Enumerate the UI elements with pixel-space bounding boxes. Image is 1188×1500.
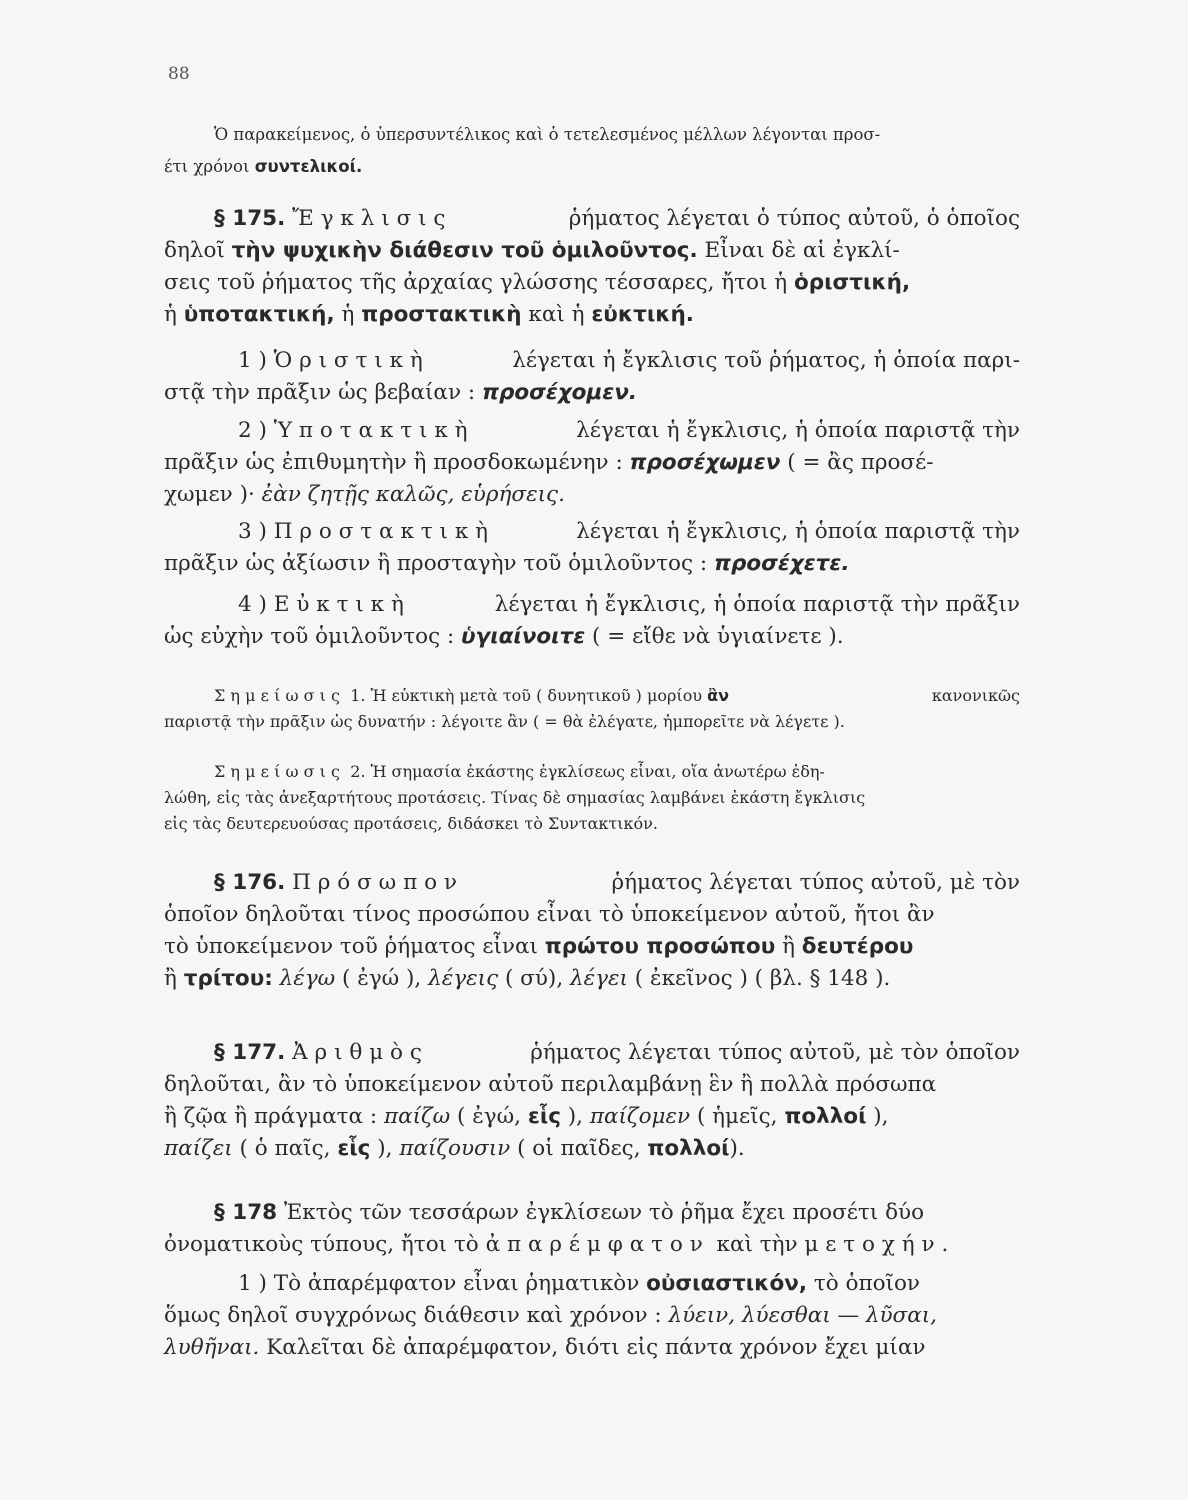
text-line: τὸ ὑποκείμενον τοῦ ῥήματος εἶναι πρώτου προσώπου ἢ δευτέρου xyxy=(164,934,914,959)
text-line: § 176. Πρόσωπον ῥήματος λέγεται τύπος αὐτοῦ, μὲ τὸν xyxy=(214,870,1020,895)
text-line: ὁποῖον δηλοῦται τίνος προσώπου εἶναι τὸ ὑποκείμενον αὐτοῦ, ἤτοι ἂν xyxy=(164,902,935,927)
section-number: § 175. xyxy=(214,206,286,231)
text-line: Σημείωσις 1. Ἡ εὐκτικὴ μετὰ τοῦ ( δυνητικοῦ ) μορίου ἂν κανονικῶς xyxy=(214,686,1020,705)
bold-term: εἷς xyxy=(337,1136,371,1161)
text-line: σεις τοῦ ῥήματος τῆς ἀρχαίας γλώσσης τέσσαρες, ἤτοι ἡ ὁριστική, xyxy=(164,270,911,295)
example-phrase: λύειν, λύεσθαι — λῦσαι, xyxy=(668,1303,938,1328)
bold-term: ὁριστική, xyxy=(793,270,911,295)
page-number: 88 xyxy=(168,64,190,84)
spaced-term: Πρόσωπον xyxy=(292,870,464,895)
text-line: δηλοῦται, ἂν τὸ ὑποκείμενον αὐτοῦ περιλαμβάνῃ ἓν ἢ πολλὰ πρόσωπα xyxy=(164,1072,937,1097)
text-line: δηλοῖ τὴν ψυχικὴν διάθεσιν τοῦ ὁμιλοῦντος. Εἶναι δὲ αἱ ἐγκλί- xyxy=(164,238,900,263)
example-word: λυθῆναι. xyxy=(164,1335,260,1360)
text-line: ὀνοματικοὺς τύπους, ἤτοι τὸ ἀπαρέμφατον καὶ τὴν μετοχήν. xyxy=(164,1232,956,1257)
example-word: προσέχομεν. xyxy=(481,380,638,405)
section-178 xyxy=(164,1197,1020,1261)
text-line: παίζει ( ὁ παῖς, εἷς ), παίζουσιν ( οἱ παῖδες, πολλοί). xyxy=(164,1136,745,1161)
bold-term: προστακτικὴ xyxy=(361,302,522,327)
spaced-term: Προστακτικὴ xyxy=(273,519,495,544)
spaced-term: Εὐκτικὴ xyxy=(273,592,411,617)
bold-term: συντελικοί. xyxy=(254,157,363,176)
bold-term: οὐσιαστικόν, xyxy=(646,1271,808,1296)
spaced-term: μετοχήν. xyxy=(804,1232,956,1257)
note-2 xyxy=(164,759,1020,837)
text-line: Σημείωσις 2. Ἡ σημασία ἑκάστης ἐγκλίσεως εἶναι, οἵα ἀνωτέρω ἐδη- xyxy=(214,762,825,781)
text-line: 1 ) Τὸ ἀπαρέμφατον εἶναι ῥηματικὸν οὐσιαστικόν, τὸ ὁποῖον xyxy=(238,1271,921,1296)
bold-term: πρώτου προσώπου xyxy=(544,934,776,959)
text-span: Ὁ παρακείμενος, ὁ ὑπερσυντέλικος καὶ ὁ τετελεσμένος μέλλων λέγονται προσ- xyxy=(214,125,881,144)
bold-term: δευτέρου xyxy=(801,934,914,959)
note-label: Σημείωσις xyxy=(214,762,346,781)
section-number: § 178 xyxy=(214,1200,278,1225)
text-line: 2 ) Ὑποτακτικὴ λέγεται ἡ ἔγκλισις, ἡ ὁποία παριστᾷ τὴν xyxy=(238,418,1020,443)
text-line: 4 ) Εὐκτικὴ λέγεται ἡ ἔγκλισις, ἡ ὁποία παριστᾷ τὴν πρᾶξιν xyxy=(238,592,1020,617)
text-span: ῥήματος λέγεται ὁ τύπος αὐτοῦ, ὁ ὁποῖος xyxy=(568,206,1020,231)
text-line: στᾷ τὴν πρᾶξιν ὡς βεβαίαν : προσέχομεν. xyxy=(164,380,638,405)
spaced-term: Ἔγκλισις xyxy=(292,206,453,231)
text-line: πρᾶξιν ὡς ἐπιθυμητὴν ἢ προσδοκωμένην : προσέχωμεν ( = ἂς προσέ- xyxy=(164,450,934,475)
mood-indicative xyxy=(164,345,1020,409)
text-line: 1 ) Ὁριστικὴ λέγεται ἡ ἔγκλισις τοῦ ῥήματος, ἡ ὁποία παρι- xyxy=(238,348,1020,373)
mood-optative xyxy=(164,589,1020,653)
mood-subjunctive xyxy=(164,415,1020,511)
text-line: § 177. Ἀριθμὸς ῥήματος λέγεται τύπος αὐτοῦ, μὲ τὸν ὁποῖον xyxy=(214,1040,1020,1065)
text-span: έτι χρόνοι xyxy=(164,157,255,176)
text-line: εἰς τὰς δευτερευούσας προτάσεις, διδάσκει τὸ Συντακτικόν. xyxy=(164,814,658,833)
mood-imperative xyxy=(164,516,1020,580)
spaced-term: Ὑποτακτικὴ xyxy=(273,418,475,443)
paragraph-intro xyxy=(164,122,1020,180)
bold-term: πολλοί xyxy=(647,1136,730,1161)
spaced-term: ἀπαρέμφατον xyxy=(485,1232,710,1257)
section-177 xyxy=(164,1037,1020,1165)
text-line: 3 ) Προστακτικὴ λέγεται ἡ ἔγκλισις, ἡ ὁποία παριστᾷ τὴν xyxy=(238,519,1020,544)
text-line: πρᾶξιν ὡς ἀξίωσιν ἢ προσταγὴν τοῦ ὁμιλοῦντος : προσέχετε. xyxy=(164,551,850,576)
section-176 xyxy=(164,867,1020,995)
bold-term: εὐκτική. xyxy=(591,302,694,327)
spaced-term: Ἀριθμὸς xyxy=(292,1040,429,1065)
text-line: ὡς εὐχὴν τοῦ ὁμιλοῦντος : ὑγιαίνοιτε ( = εἴθε νὰ ὑγιαίνετε ). xyxy=(164,624,844,649)
bold-term: εἷς xyxy=(527,1104,561,1129)
text-line: ἡ ὑποτακτική, ἡ προστακτικὴ καὶ ἡ εὐκτική. xyxy=(164,302,694,327)
text-line: χωμεν )· ἐὰν ζητῇς καλῶς, εὑρήσεις. xyxy=(164,482,565,507)
text-line: ὅμως δηλοῖ συγχρόνως διάθεσιν καὶ χρόνον : λύειν, λύεσθαι — λῦσαι, xyxy=(164,1303,938,1328)
section-175 xyxy=(164,203,1020,331)
text-line: § 178 Ἐκτὸς τῶν τεσσάρων ἐγκλίσεων τὸ ῥῆμα ἔχει προσέτι δύο xyxy=(214,1200,925,1225)
text-line: παριστᾷ τὴν πρᾶξιν ὡς δυνατήν : λέγοιτε ἂν ( = θὰ ἐλέγατε, ἠμπορεῖτε νὰ λέγετε ). xyxy=(164,712,845,731)
note-1 xyxy=(164,683,1020,735)
text-line: λώθη, εἰς τὰς ἀνεξαρτήτους προτάσεις. Τίνας δὲ σημασίας λαμβάνει ἑκάστη ἔγκλισις xyxy=(164,788,866,807)
text-line xyxy=(164,122,1020,148)
section-number: § 177. xyxy=(214,1040,286,1065)
example-phrase: ἐὰν ζητῇς καλῶς, εὑρήσεις. xyxy=(261,482,565,507)
text-line: ἢ τρίτου: λέγω ( ἐγώ ), λέγεις ( σύ), λέγει ( ἐκεῖνος ) ( βλ. § 148 ). xyxy=(164,966,891,991)
text-line: ἢ ζῷα ἢ πράγματα : παίζω ( ἐγώ, εἷς ), παίζομεν ( ἡμεῖς, πολλοί ), xyxy=(164,1104,889,1129)
text-line xyxy=(164,154,1020,180)
section-number: § 176. xyxy=(214,870,286,895)
example-word: ὑγιαίνοιτε xyxy=(461,624,586,649)
text-line xyxy=(164,203,1020,235)
text-line: λυθῆναι. Καλεῖται δὲ ἀπαρέμφατον, διότι εἰς πάντα χρόνον ἔχει μίαν xyxy=(164,1335,926,1360)
note-label: Σημείωσις xyxy=(214,686,346,705)
infinitive-paragraph xyxy=(164,1268,1020,1364)
bold-term: πολλοί xyxy=(784,1104,867,1129)
bold-term: τὴν ψυχικὴν διάθεσιν τοῦ ὁμιλοῦντος. xyxy=(231,238,698,263)
example-word: προσέχετε. xyxy=(713,551,850,576)
spaced-term: Ὁριστικὴ xyxy=(273,348,430,373)
bold-term: ἂν xyxy=(707,686,730,705)
example-word: προσέχωμεν xyxy=(629,450,781,475)
bold-term: ὑποτακτική, xyxy=(183,302,335,327)
bold-term: τρίτου: xyxy=(183,966,273,991)
